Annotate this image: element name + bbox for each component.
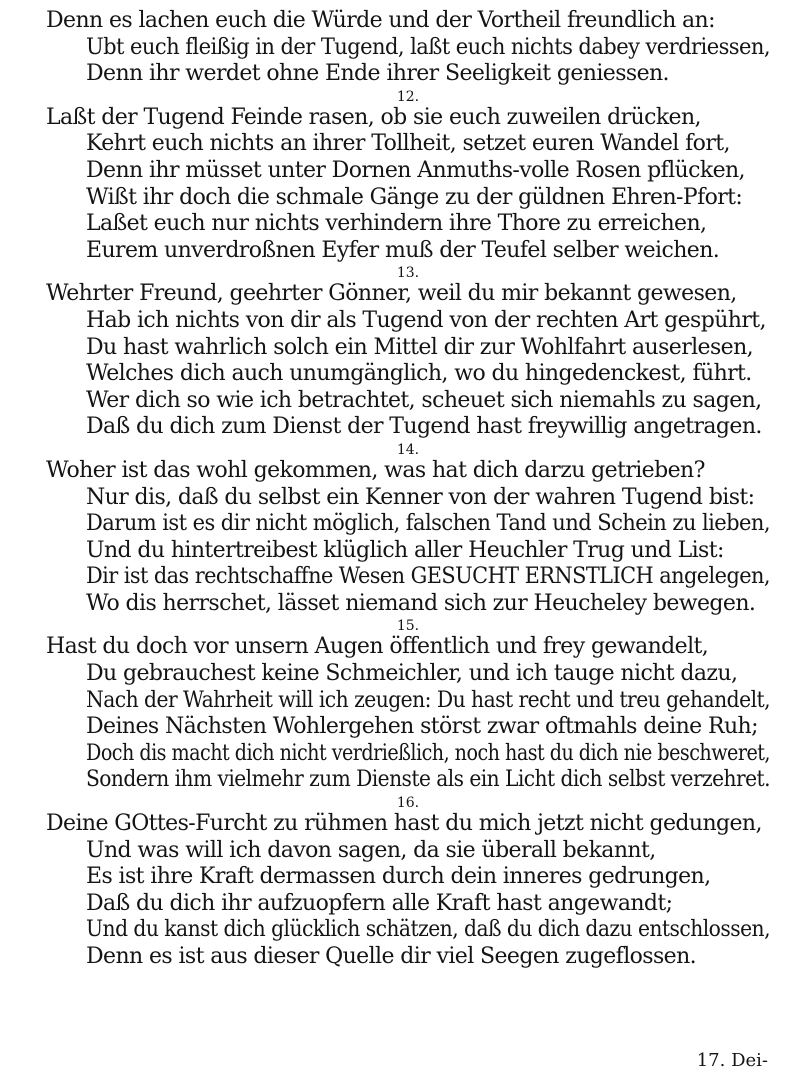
stanza-number: 16. [396,795,420,812]
verse-line: Wißt ihr doch die schmale Gänge zu der güldnen Ehren-Pfort: [86,184,743,210]
poem-body [46,8,770,971]
verse-line: Daß du dich ihr aufzuopfern alle Kraft hast angewandt; [86,890,673,916]
stanza-number: 13. [396,265,420,282]
catchword: 17. Dei- [696,1050,768,1071]
verse-line: Du gebrauchest keine Schmeichler, und ich tauge nicht dazu, [86,661,738,687]
verse-line: Und du kanst dich glücklich schätzen, daß du dich dazu entschlossen, [86,917,770,943]
verse-line: Und was will ich davon sagen, da sie überall bekannt, [86,837,656,863]
verse-line: Sondern ihm vielmehr zum Dienste als ein Licht dich selbst verzehret. [86,767,770,793]
verse-line: Eurem unverdroßnen Eyfer muß der Teufel selber weichen. [86,237,720,263]
stanza-number: 14. [396,441,420,458]
verse-line: Deine GOttes-Furcht zu rühmen hast du mich jetzt nicht gedungen, [46,811,762,837]
verse-line: Wo dis herrschet, lässet niemand sich zur Heucheley bewegen. [86,590,756,616]
stanza-number: 12. [396,88,420,105]
verse-line: Ubt euch fleißig in der Tugend, laßt euch nichts dabey verdriessen, [86,34,770,60]
verse-line: Es ist ihre Kraft dermassen durch dein inneres gedrungen, [86,864,711,890]
verse-line: Doch dis macht dich nicht verdrießlich, noch hast du dich nie beschweret, [86,740,770,766]
verse-line: Denn ihr müsset unter Dornen Anmuths-volle Rosen pflücken, [86,157,745,183]
verse-line: Wehrter Freund, geehrter Gönner, weil du mir bekannt gewesen, [46,281,737,307]
verse-line: Welches dich auch unumgänglich, wo du hingedenckest, führt. [86,361,752,387]
verse-line: Dir ist das rechtschaffne Wesen GESUCHT ERNSTLICH angelegen, [86,564,770,590]
verse-line: Hab ich nichts von dir als Tugend von der rechten Art gespührt, [86,307,766,333]
verse-line: Laßt der Tugend Feinde rasen, ob sie euch zuweilen drücken, [46,104,701,130]
verse-line: Du hast wahrlich solch ein Mittel dir zur Wohlfahrt auserlesen, [86,334,754,360]
verse-line: Und du hintertreibest klüglich aller Heuchler Trug und List: [86,537,724,563]
verse-line: Wer dich so wie ich betrachtet, scheuet sich niemahls zu sagen, [86,387,762,413]
verse-line: Hast du doch vor unsern Augen öffentlich und frey gewandelt, [46,634,709,660]
verse-line: Deines Nächsten Wohlergehen störst zwar oftmahls deine Ruh; [86,714,758,740]
verse-line: Nach der Wahrheit will ich zeugen: Du hast recht und treu gehandelt, [86,687,770,713]
verse-line: Denn es lachen euch die Würde und der Vortheil freundlich an: [46,8,715,33]
verse-line: Daß du dich zum Dienst der Tugend hast freywillig angetragen. [86,414,762,440]
verse-line: Darum ist es dir nicht möglich, falschen Tand und Schein zu lieben, [86,511,770,537]
verse-line: Laßet euch nur nichts verhindern ihre Thore zu erreichen, [86,211,707,237]
verse-line: Woher ist das wohl gekommen, was hat dich darzu getrieben? [46,457,705,483]
verse-line: Denn ihr werdet ohne Ende ihrer Seeligkeit geniessen. [86,61,669,87]
verse-line: Denn es ist aus dieser Quelle dir viel Seegen zugeflossen. [86,944,697,969]
verse-line: Nur dis, daß du selbst ein Kenner von der wahren Tugend bist: [86,484,755,510]
verse-line: Kehrt euch nichts an ihrer Tollheit, setzet euren Wandel fort, [86,131,730,157]
stanza-number: 15. [396,618,420,635]
